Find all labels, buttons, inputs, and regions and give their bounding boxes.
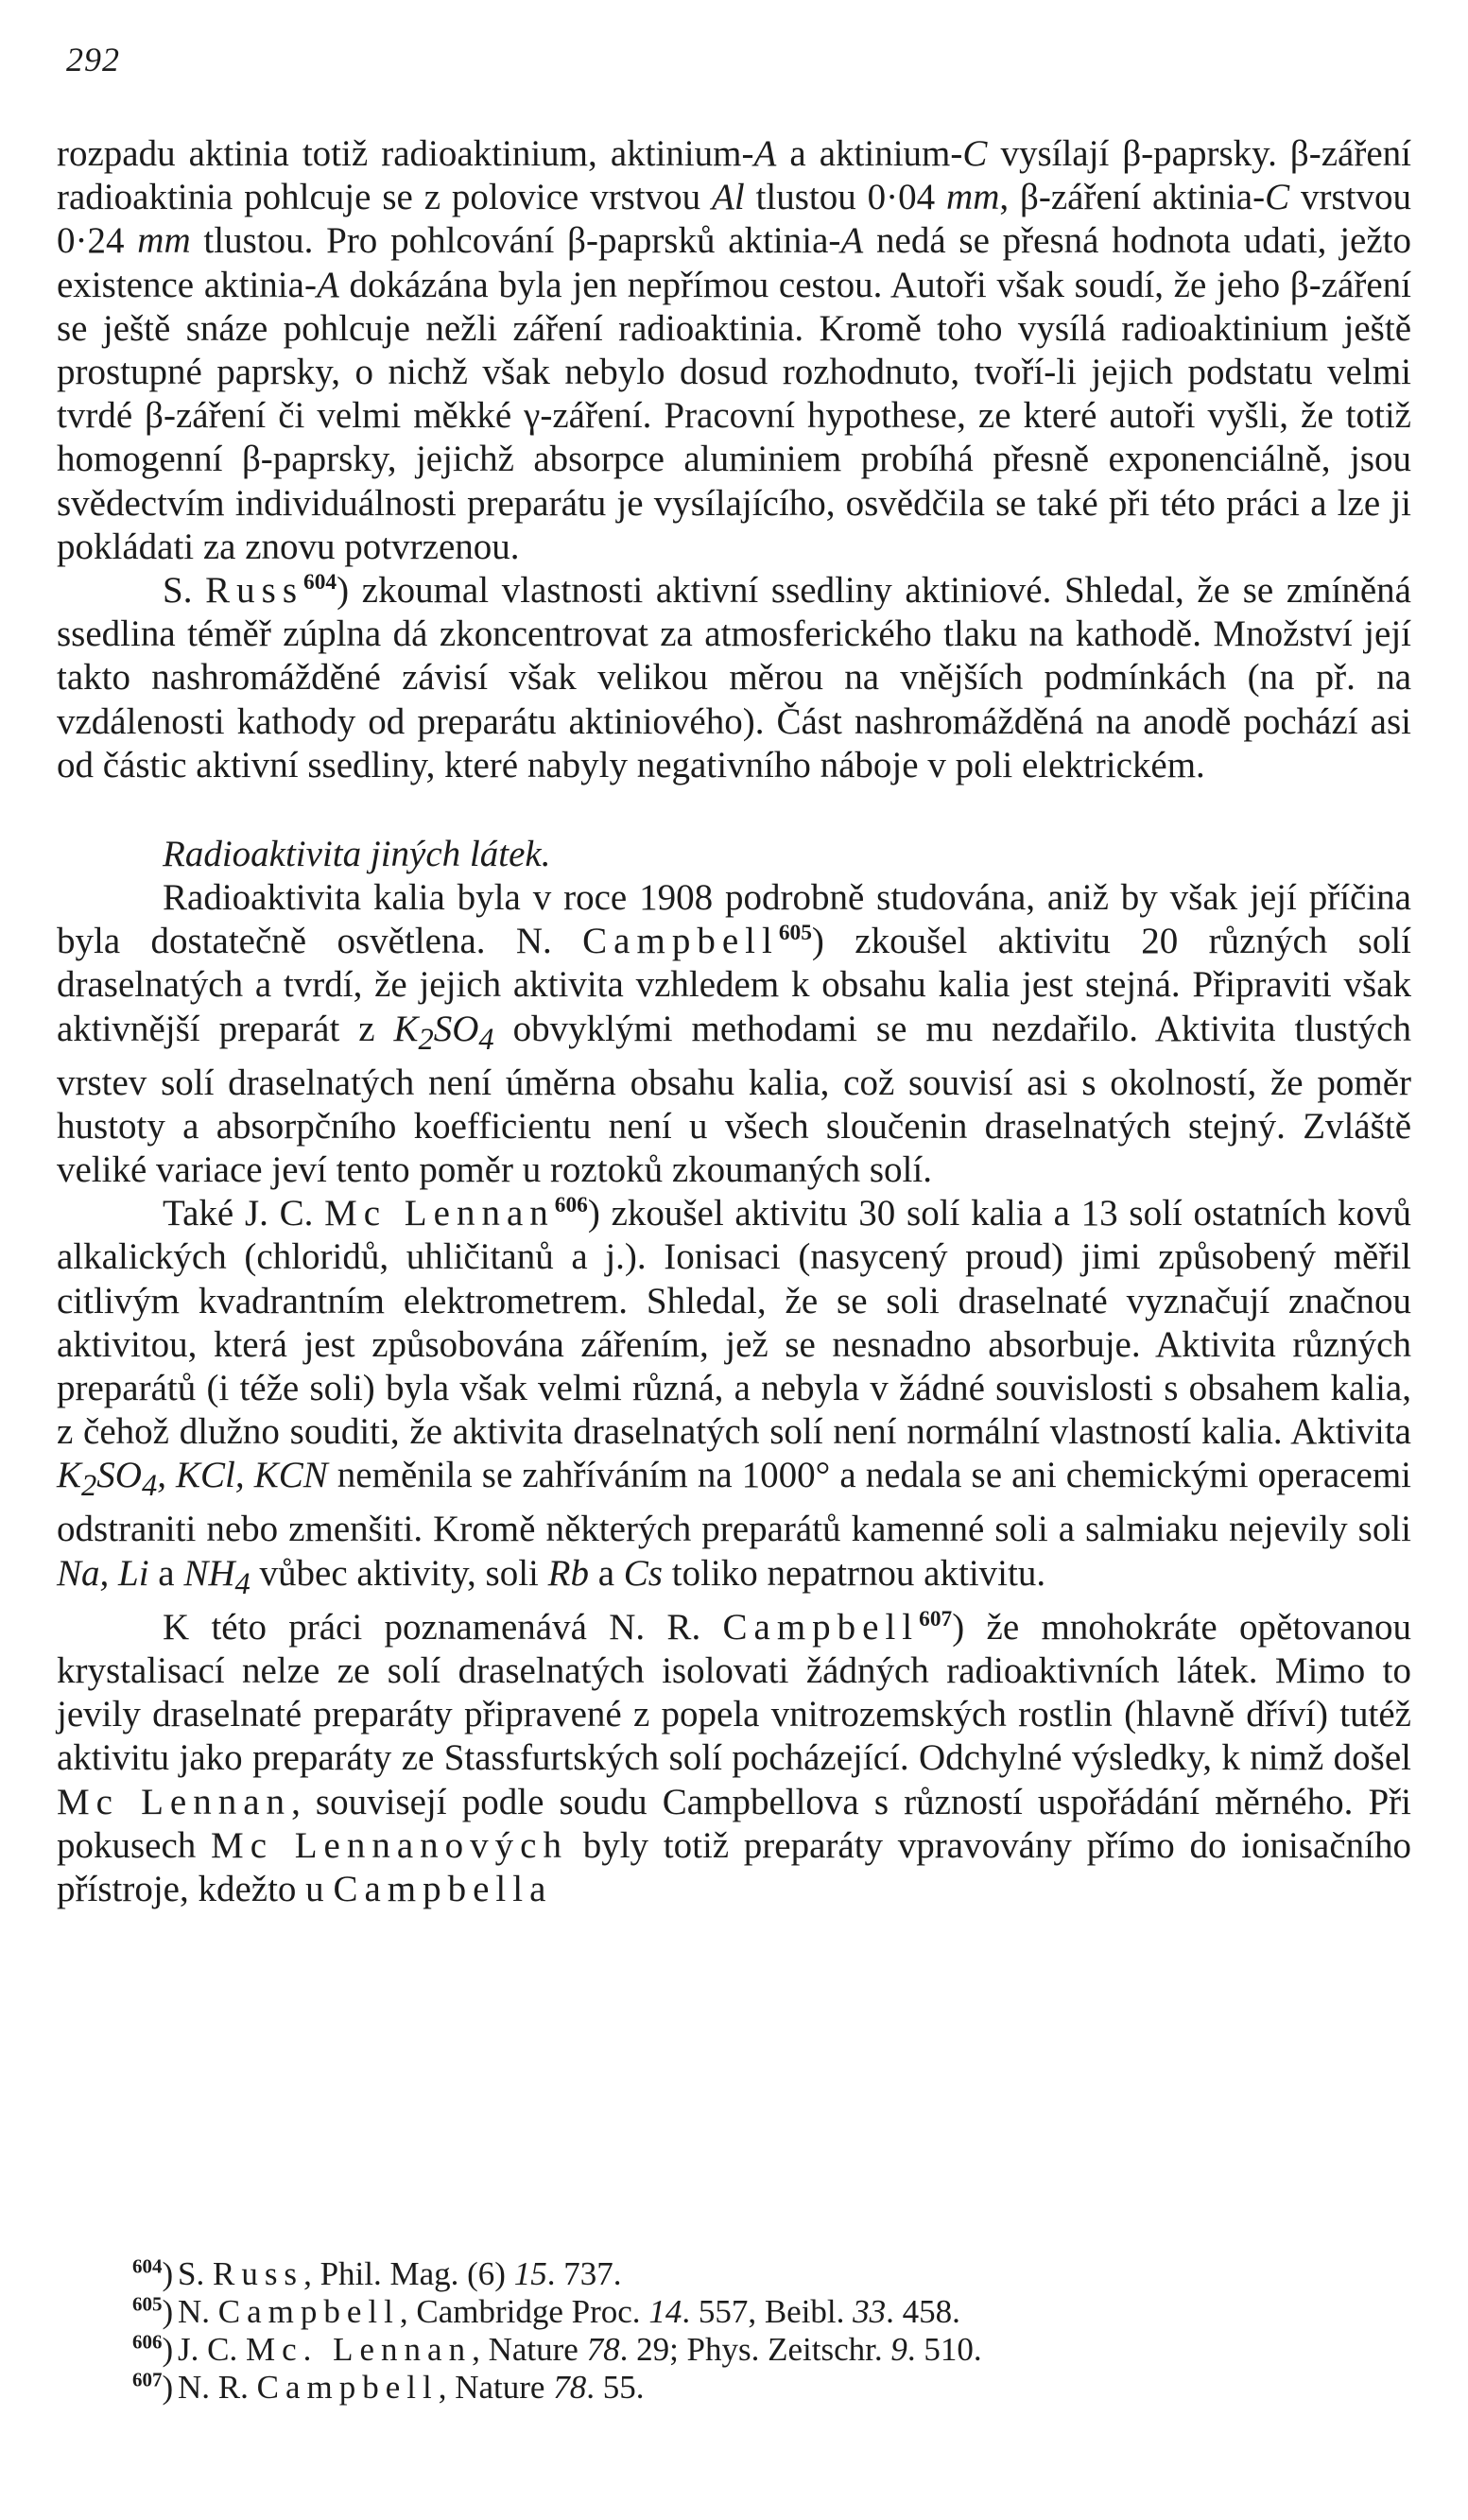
footnotes <box>132 2255 1361 2407</box>
chemical-formula: Rb <box>547 1552 589 1594</box>
chemical-formula: Na <box>57 1552 100 1594</box>
chemical-formula: $NH_4$ <box>183 1552 250 1601</box>
body-text <box>57 132 1411 1911</box>
chemical-formula: $K_2SO_4$ <box>393 1008 494 1057</box>
author-name: Mc Lennanových <box>211 1824 568 1866</box>
section-heading: Radioaktivita jiných látek. <box>163 834 551 875</box>
chemical-formula: Li <box>118 1552 149 1594</box>
author-name: Campbella <box>333 1868 553 1909</box>
chemical-formula: KCl <box>176 1455 235 1496</box>
footnote-ref: 604 <box>303 570 337 595</box>
author-name: Campbell <box>217 2293 400 2330</box>
author-name: Russ <box>212 2255 304 2292</box>
footnote-ref: 607 <box>919 1606 953 1631</box>
paragraph-1: rozpadu aktinia totiž radioaktinium, aktinium-A a aktinium-C vysílají β-paprsky. β-záření radioaktinia pohlcuje se z polovice vrstvou Al tlustou 0·04 mm, β-záření aktinia-C vrstvou 0·24 mm tlustou. Pro pohlcování β-paprsků aktinia-A nedá se přesná hodnota udati, ježto existence aktinia-A dokázána byla jen nepřímou cestou. Autoři však soudí, že jeho β-záření se ještě snáze pohlcuje nežli záření radioaktinia. Kromě toho vysílá radioaktinium ještě prostupné paprsky, o nichž však nebylo dosud rozhodnuto, tvoří-li jejich podstatu velmi tvrdé β-záření či velmi měkké γ-záření. Pracovní hypothese, ze které autoři vyšli, že totiž homogenní β-paprsky, jejichž absorpce aluminiem probíhá přesně exponenciálně, jsou svědectvím individuálnosti preparátu je vysílajícího, osvědčila se také při této práci a lze ji pokládati za znovu potvrzenou. <box>57 133 1412 567</box>
footnote-604: $^{604}$) S. Russ, Phil. Mag. (6) 15. 737. <box>132 2254 622 2292</box>
author-name: Russ <box>205 570 303 612</box>
footnote-ref: 605 <box>778 921 812 946</box>
page-number: 292 <box>66 41 120 78</box>
author-name: Campbell <box>582 921 779 962</box>
author-name: Mc Lennan <box>57 1781 292 1822</box>
footnote-number: 607 <box>132 2368 163 2391</box>
chemical-formula: $K_2SO_4$ <box>57 1455 158 1504</box>
footnote-607: $^{607}$) N. R. Campbell, Nature 78. 55. <box>132 2368 645 2406</box>
footnote-605: $^{605}$) N. Campbell, Cambridge Proc. 14. 557, Beibl. 33. 458. <box>132 2292 960 2330</box>
paragraph-2: S. Russ$^{604}$) zkoumal vlastnosti aktivní ssedliny aktiniové. Shledal, že se zmíněná ssedlina téměř zúplna dá zkoncentrovat za atmosferického tlaku na kathodě. Množství její takto nashromážděné závisí však velikou měrou na vnějších podmínkách (na př. na vzdálenosti kathody od preparátu aktiniového). Část nashromážděná na anodě pochází asi od částic aktivní ssedliny, které nabyly negativního náboje v poli elektrickém. <box>57 570 1411 785</box>
footnote-number: 605 <box>132 2292 163 2316</box>
author-name: Mc Lennan <box>324 1193 555 1234</box>
paragraph-5: K této práci poznamenává N. R. Campbell$^{607}$) že mnohokráte opětovanou krystalisací nelze ze solí draselnatých isolovati žádných radioaktivních látek. Mimo to jevily draselnaté preparáty připravené z popela vnitrozemských rostlin (hlavně dříví) tutéž aktivitu jako preparáty ze Stassfurtských solí pocházející. Odchylné výsledky, k nimž došel Mc Lennan, souvisejí podle soudu Campbellova s růzností uspořádání měrného. Při pokusech Mc Lennanových byly totiž preparáty vpravovány přímo do ionisačního přístroje, kdežto u Campbella <box>57 1606 1412 1909</box>
footnote-number: 606 <box>132 2330 163 2354</box>
footnote-number: 604 <box>132 2254 163 2278</box>
footnote-ref: 606 <box>554 1193 588 1218</box>
paragraph-4: Také J. C. Mc Lennan$^{606}$) zkoušel aktivitu 30 solí kalia a 13 solí ostatních kovů alkalických (chloridů, uhličitanů a j.). Ionisaci (nasycený proud) jimi způsobený měřil citlivým kvadrantním elektrometrem. Shledal, že se soli draselnaté vyznačují značnou aktivitou, která jest způsobována zářením, jež se nesnadno absorbuje. Aktivita různých preparátů (i téže soli) byla však velmi různá, a nebyla v žádné souvislosti s obsahem kalia, z čehož dlužno souditi, že aktivita draselnatých solí není normální vlastností kalia. Aktivita $K_2SO_4$, KCl, KCN neměnila se zahříváním na 1000° a nedala se ani chemickými operacemi odstraniti nebo zmenšiti. Kromě některých preparátů kamenné soli a salmiaku nejevily soli Na, Li a $NH_4$ vůbec aktivity, soli Rb a Cs toliko nepatrnou aktivitu. <box>57 1193 1412 1601</box>
chemical-formula: Cs <box>623 1552 663 1594</box>
author-name: Campbell <box>256 2369 439 2406</box>
paragraph-3: Radioaktivita kalia byla v roce 1908 podrobně studována, aniž by však její příčina byla dostatečně osvětlena. N. Campbell$^{605}$) zkoušel aktivitu 20 různých solí draselnatých a tvrdí, že jejich aktivita vzhledem k obsahu kalia jest stejná. Připraviti však aktivnější preparát z $K_2SO_4$ obvyklými methodami se mu nezdařilo. Aktivita tlustých vrstev solí draselnatých není úměrna obsahu kalia, což souvisí asi s okolností, že poměr hustoty a absorpčního koefficientu není u všech sloučenin draselnatých stejný. Zvláště veliké variace jeví tento poměr u roztoků zkoumaných solí. <box>57 877 1411 1191</box>
author-name: Mc. Lennan <box>245 2331 473 2368</box>
chemical-formula: KCN <box>253 1455 328 1496</box>
footnote-606: $^{606}$) J. C. Mc. Lennan, Nature 78. 29; Phys. Zeitschr. 9. 510. <box>132 2330 982 2368</box>
author-name: Campbell <box>722 1606 920 1648</box>
